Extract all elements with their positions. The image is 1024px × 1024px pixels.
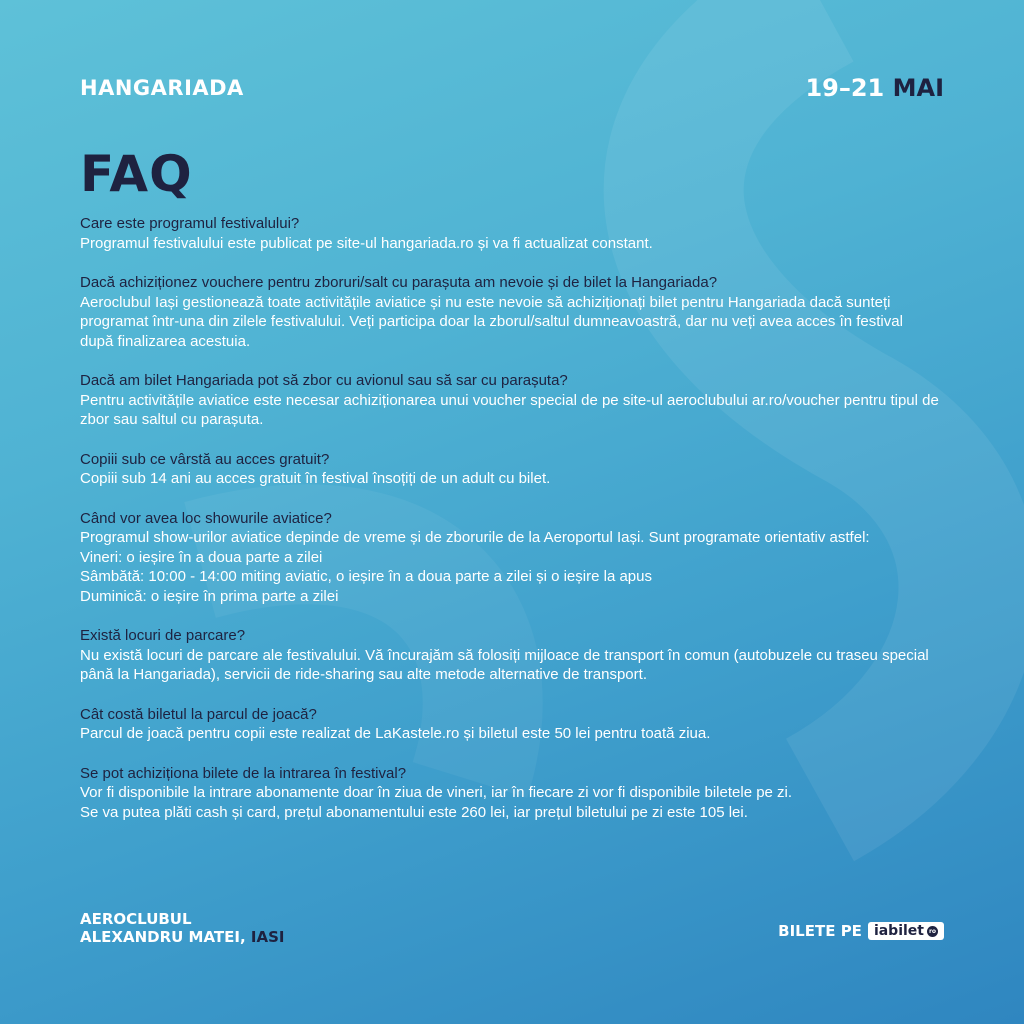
organizer-city: IASI bbox=[250, 928, 285, 946]
faq-item bbox=[80, 626, 940, 685]
faq-answer bbox=[80, 646, 940, 685]
faq-answer-line: Pentru activitățile aviatice este necesar achiziționarea unui voucher special de pe site-ul aeroclubului ar.ro/voucher pentru tipul de zbor sau saltul cu parașuta. bbox=[80, 391, 939, 428]
faq-item bbox=[80, 764, 940, 823]
organizer bbox=[80, 910, 285, 946]
faq-answer bbox=[80, 234, 940, 254]
iabilet-ro-icon: ro bbox=[928, 927, 937, 935]
logo: HANGARIADA bbox=[80, 76, 244, 100]
faq-answer-line: Programul show-urilor aviatice depinde de vreme și de zborurile de la Aeroportul Iași. Sunt programate orientativ astfel: bbox=[80, 529, 870, 546]
tickets-label: BILETE PE bbox=[778, 922, 862, 940]
faq-answer-line: Vineri: o ieșire în a doua parte a zilei bbox=[80, 548, 323, 566]
faq-item bbox=[80, 705, 940, 744]
organizer-line-1: AEROCLUBUL bbox=[80, 910, 192, 928]
faq-question: Se pot achiziționa bilete de la intrarea în festival? bbox=[80, 764, 407, 782]
faq-question: Există locuri de parcare? bbox=[80, 627, 246, 644]
faq-answer bbox=[80, 783, 940, 822]
page-title: FAQ bbox=[80, 145, 193, 203]
faq-answer-line: Copiii sub 14 ani au acces gratuit în festival însoțiți de un adult cu bilet. bbox=[80, 470, 551, 487]
faq-question: Dacă achiziționez vouchere pentru zboruri/salt cu parașuta am nevoie și de bilet la Hangariada? bbox=[80, 274, 718, 291]
faq-item bbox=[80, 450, 940, 489]
faq-question: Care este programul festivalului? bbox=[80, 215, 300, 232]
header bbox=[80, 76, 944, 106]
faq-answer-line: Parcul de joacă pentru copii este realizat de LaKastele.ro și biletul este 50 lei pentru toată ziua. bbox=[80, 725, 711, 742]
dates-days: 19–21 bbox=[805, 74, 885, 102]
faq-answer bbox=[80, 724, 940, 744]
faq-answer bbox=[80, 391, 940, 430]
iabilet-logo bbox=[868, 922, 944, 940]
faq-list bbox=[80, 214, 940, 842]
faq-item bbox=[80, 371, 940, 430]
faq-answer-line: Nu există locuri de parcare ale festivalului. Vă încurajăm să folosiți mijloace de transport în comun (autobuzele cu traseu special până la Hangariada), servicii de ride-sharing sau alte metode alternative de transport. bbox=[80, 646, 929, 683]
tickets-info bbox=[778, 922, 944, 940]
iabilet-logo-text: iabilet bbox=[873, 923, 924, 939]
faq-answer-line: Sâmbătă: 10:00 - 14:00 miting aviatic, o ieșire în a doua parte a zilei și o ieșire la apus bbox=[80, 568, 652, 585]
faq-item bbox=[80, 214, 940, 253]
faq-answer-line: Se va putea plăti cash și card, prețul abonamentului este 260 lei, iar prețul biletului pe zi este 105 lei. bbox=[80, 803, 748, 821]
faq-item bbox=[80, 273, 940, 351]
faq-item bbox=[80, 509, 940, 607]
faq-question: Când vor avea loc showurile aviatice? bbox=[80, 509, 332, 527]
dates-month: MAI bbox=[892, 74, 944, 102]
faq-answer-line: Programul festivalului este publicat pe site-ul hangariada.ro și va fi actualizat constant. bbox=[80, 234, 653, 252]
faq-answer-line: Duminică: o ieșire în prima parte a zilei bbox=[80, 587, 339, 605]
faq-answer bbox=[80, 293, 940, 352]
organizer-line-2 bbox=[80, 928, 285, 946]
festival-dates bbox=[805, 74, 944, 102]
faq-question: Copiii sub ce vârstă au acces gratuit? bbox=[80, 450, 330, 468]
organizer-name: ALEXANDRU MATEI, bbox=[80, 928, 246, 946]
faq-question: Cât costă biletul la parcul de joacă? bbox=[80, 705, 317, 723]
faq-answer bbox=[80, 469, 940, 489]
faq-answer-line: Vor fi disponibile la intrare abonamente doar în ziua de vineri, iar în fiecare zi vor fi disponibile biletele pe zi. bbox=[80, 784, 793, 801]
faq-question: Dacă am bilet Hangariada pot să zbor cu avionul sau să sar cu parașuta? bbox=[80, 372, 568, 389]
faq-answer-line: Aeroclubul Iași gestionează toate activitățile aviatice și nu este nevoie să achiziționați bilet pentru Hangariada dacă sunteți programat într-una din zilele festivalului. Veți participa doar la zborul/saltul dumneavoastră, dar nu veți avea acces în festival după finalizarea acestuia. bbox=[80, 293, 903, 350]
faq-answer bbox=[80, 528, 940, 606]
